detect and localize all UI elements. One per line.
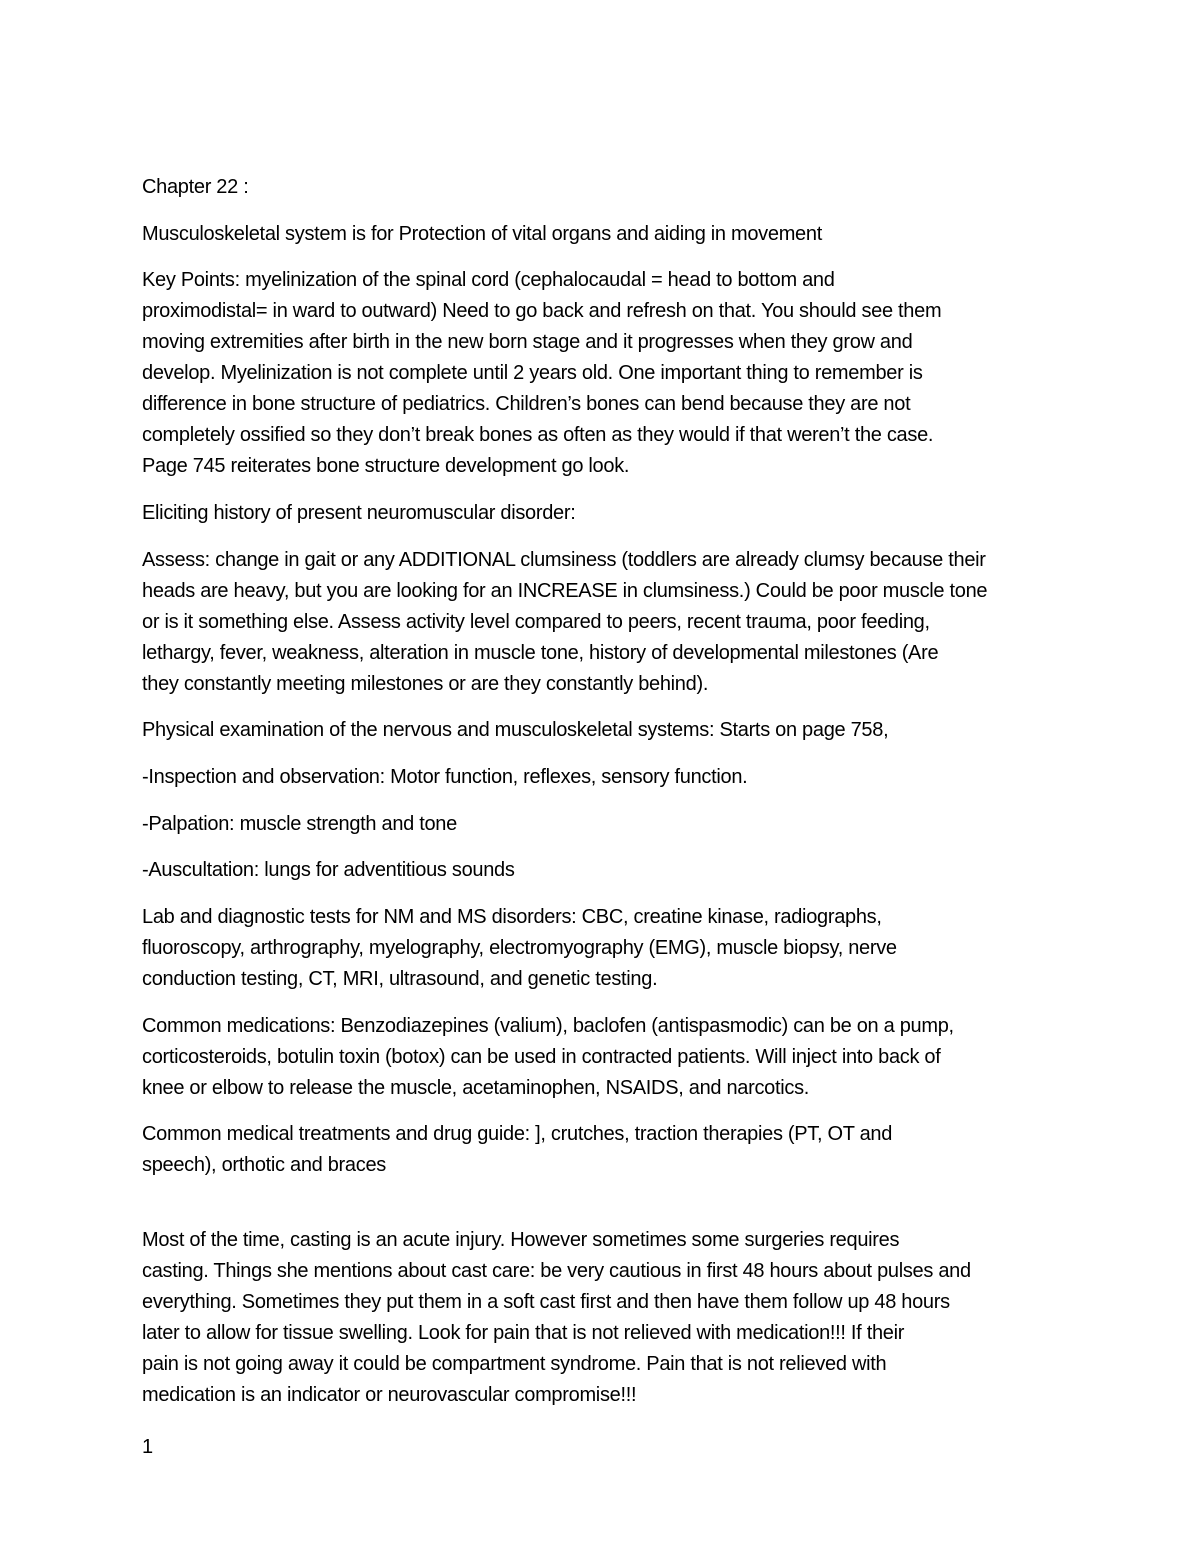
text-line: -Auscultation: lungs for adventitious sounds bbox=[142, 859, 515, 881]
text-line: Lab and diagnostic tests for NM and MS disorders: CBC, creatine kinase, radiographs, bbox=[142, 906, 882, 928]
text-line: later to allow for tissue swelling. Look for pain that is not relieved with medication!!! If their bbox=[142, 1322, 905, 1344]
text-line: Common medical treatments and drug guide: ], crutches, traction therapies (PT, OT and bbox=[142, 1123, 893, 1145]
text-line: -Palpation: muscle strength and tone bbox=[142, 813, 457, 835]
text-line: pain is not going away it could be compartment syndrome. Pain that is not relieved with bbox=[142, 1353, 887, 1375]
text-line: speech), orthotic and braces bbox=[142, 1154, 386, 1176]
auscultation-item bbox=[142, 855, 1072, 886]
text-line: proximodistal= in ward to outward) Need to go back and refresh on that. You should see them bbox=[142, 300, 942, 322]
text-line: everything. Sometimes they put them in a soft cast first and then have them follow up 48 hours bbox=[142, 1291, 950, 1313]
text-line: Chapter 22 : bbox=[142, 176, 249, 198]
text-line: completely ossified so they don’t break bones as often as they would if that weren’t the case. bbox=[142, 424, 934, 446]
intro-paragraph bbox=[142, 219, 1072, 250]
treatments-paragraph bbox=[142, 1119, 1072, 1181]
text-line: Eliciting history of present neuromuscular disorder: bbox=[142, 502, 576, 524]
text-line: difference in bone structure of pediatrics. Children’s bones can bend because they are not bbox=[142, 393, 911, 415]
text-line: knee or elbow to release the muscle, acetaminophen, NSAIDS, and narcotics. bbox=[142, 1077, 810, 1099]
text-line: they constantly meeting milestones or are they constantly behind). bbox=[142, 673, 709, 695]
chapter-heading bbox=[142, 172, 1072, 203]
text-line: conduction testing, CT, MRI, ultrasound, and genetic testing. bbox=[142, 968, 658, 990]
key-points-paragraph bbox=[142, 265, 1072, 482]
inspection-item bbox=[142, 762, 1072, 793]
text-line: Key Points: myelinization of the spinal cord (cephalocaudal = head to bottom and bbox=[142, 269, 835, 291]
text-line: heads are heavy, but you are looking for an INCREASE in clumsiness.) Could be poor muscle tone bbox=[142, 580, 988, 602]
text-line: Page 745 reiterates bone structure development go look. bbox=[142, 455, 630, 477]
text-line: Physical examination of the nervous and musculoskeletal systems: Starts on page 758, bbox=[142, 719, 889, 741]
palpation-item bbox=[142, 809, 1072, 840]
text-line: medication is an indicator or neurovascular compromise!!! bbox=[142, 1384, 637, 1406]
lab-tests-paragraph bbox=[142, 902, 1072, 995]
assess-paragraph bbox=[142, 545, 1072, 700]
text-line: Musculoskeletal system is for Protection of vital organs and aiding in movement bbox=[142, 223, 822, 245]
casting-paragraph bbox=[142, 1225, 1072, 1411]
text-line: or is it something else. Assess activity level compared to peers, recent trauma, poor feeding, bbox=[142, 611, 930, 633]
text-line: Most of the time, casting is an acute injury. However sometimes some surgeries requires bbox=[142, 1229, 900, 1251]
text-line: fluoroscopy, arthrography, myelography, electromyography (EMG), muscle biopsy, nerve bbox=[142, 937, 897, 959]
text-line: Common medications: Benzodiazepines (valium), baclofen (antispasmodic) can be on a pump, bbox=[142, 1015, 954, 1037]
physical-exam-paragraph bbox=[142, 715, 1072, 746]
text-line: corticosteroids, botulin toxin (botox) can be used in contracted patients. Will inject into back of bbox=[142, 1046, 941, 1068]
text-line: moving extremities after birth in the new born stage and it progresses when they grow and bbox=[142, 331, 913, 353]
text-line: -Inspection and observation: Motor function, reflexes, sensory function. bbox=[142, 766, 748, 788]
page-number: 1 bbox=[142, 1436, 153, 1458]
text-line: casting. Things she mentions about cast care: be very cautious in first 48 hours about pulses and bbox=[142, 1260, 971, 1282]
eliciting-history-heading bbox=[142, 498, 1072, 529]
text-line: lethargy, fever, weakness, alteration in muscle tone, history of developmental milestones (Are bbox=[142, 642, 939, 664]
medications-paragraph bbox=[142, 1011, 1072, 1104]
text-line: Assess: change in gait or any ADDITIONAL clumsiness (toddlers are already clumsy because their bbox=[142, 549, 986, 571]
text-line: develop. Myelinization is not complete until 2 years old. One important thing to remember is bbox=[142, 362, 923, 384]
